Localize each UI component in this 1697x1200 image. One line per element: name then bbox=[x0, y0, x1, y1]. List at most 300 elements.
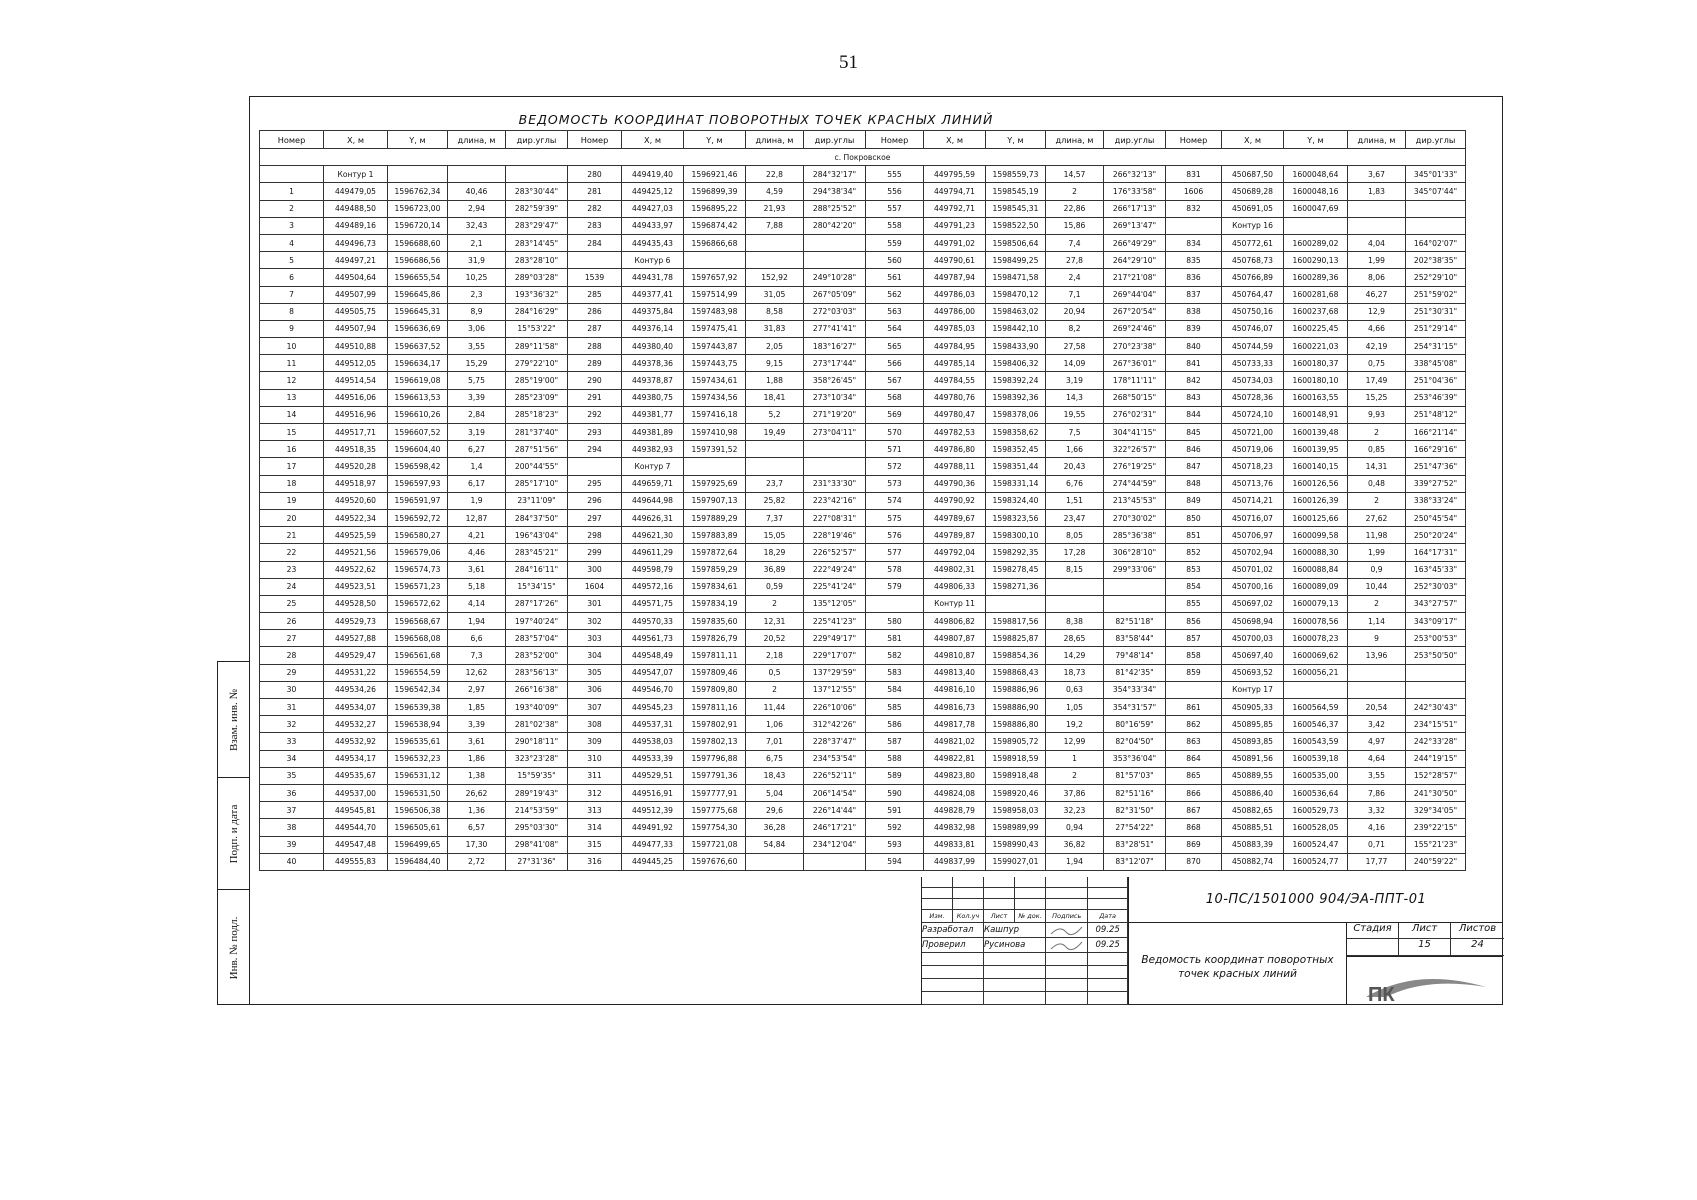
table-cell: 241°30'50" bbox=[1406, 784, 1466, 801]
table-cell: 1600048,16 bbox=[1284, 183, 1348, 200]
table-cell: 1,9 bbox=[448, 492, 506, 509]
table-cell: 1597907,13 bbox=[684, 492, 746, 509]
table-cell: 307 bbox=[568, 699, 622, 716]
table-cell: 836 bbox=[1166, 269, 1222, 286]
table-cell: 273°17'44" bbox=[804, 355, 866, 372]
table-row bbox=[260, 681, 1466, 698]
table-cell: 449795,59 bbox=[924, 166, 986, 183]
table-cell: 580 bbox=[866, 613, 924, 630]
table-cell: 1597802,91 bbox=[684, 716, 746, 733]
table-cell: 299°33'06" bbox=[1104, 561, 1166, 578]
table-body bbox=[260, 166, 1466, 871]
table-row bbox=[260, 217, 1466, 234]
table-cell: 267°36'01" bbox=[1104, 355, 1166, 372]
title-block-head: № док. bbox=[1015, 910, 1046, 923]
table-cell: 311 bbox=[568, 767, 622, 784]
checked-name: Русинова bbox=[984, 938, 1046, 953]
table-cell: 83°12'07" bbox=[1104, 853, 1166, 870]
title-block-cell bbox=[953, 888, 984, 899]
table-cell: 562 bbox=[866, 286, 924, 303]
table-cell: 450700,03 bbox=[1222, 630, 1284, 647]
table-cell: 315 bbox=[568, 836, 622, 853]
title-block-cell bbox=[1046, 953, 1088, 966]
table-cell: 284°37'50" bbox=[506, 509, 568, 526]
table-cell: 450891,56 bbox=[1222, 750, 1284, 767]
table-cell: 4,14 bbox=[448, 595, 506, 612]
table-cell: 283°30'44" bbox=[506, 183, 568, 200]
table-cell: 1596720,14 bbox=[388, 217, 448, 234]
table-cell: 323°23'28" bbox=[506, 750, 568, 767]
table-row bbox=[260, 750, 1466, 767]
table-cell: 6,75 bbox=[746, 750, 804, 767]
table-row bbox=[260, 733, 1466, 750]
table-cell bbox=[1046, 595, 1104, 612]
table-cell: 266°17'13" bbox=[1104, 200, 1166, 217]
table-cell: 449828,79 bbox=[924, 802, 986, 819]
table-cell: 449816,73 bbox=[924, 699, 986, 716]
table-cell: 449381,77 bbox=[622, 406, 684, 423]
table-cell: 450764,47 bbox=[1222, 286, 1284, 303]
table-cell: 1600524,77 bbox=[1284, 853, 1348, 870]
table-cell: 1598559,73 bbox=[986, 166, 1046, 183]
table-cell: 1596645,86 bbox=[388, 286, 448, 303]
table-cell: 858 bbox=[1166, 647, 1222, 664]
table-cell: 25 bbox=[260, 595, 324, 612]
table-cell: 163°45'33" bbox=[1406, 561, 1466, 578]
table-row bbox=[260, 303, 1466, 320]
table-cell: 6,57 bbox=[448, 819, 506, 836]
table-cell: 2 bbox=[746, 595, 804, 612]
table-cell: 1598886,80 bbox=[986, 716, 1046, 733]
table-cell: 1597514,99 bbox=[684, 286, 746, 303]
table-cell: 0,9 bbox=[1348, 561, 1406, 578]
table-cell: 449611,29 bbox=[622, 544, 684, 561]
table-cell: 1596655,54 bbox=[388, 269, 448, 286]
table-cell: 229°17'07" bbox=[804, 647, 866, 664]
table-cell: 1598545,19 bbox=[986, 183, 1046, 200]
table-cell: 8,38 bbox=[1046, 613, 1104, 630]
table-cell: 449522,62 bbox=[324, 561, 388, 578]
table-cell: 298 bbox=[568, 527, 622, 544]
table-cell: 213°45'53" bbox=[1104, 492, 1166, 509]
table-cell: 1600289,02 bbox=[1284, 234, 1348, 251]
table-cell: 17,28 bbox=[1046, 544, 1104, 561]
title-block-cell bbox=[922, 877, 953, 888]
table-cell: 856 bbox=[1166, 613, 1222, 630]
table-cell bbox=[1284, 681, 1348, 698]
table-cell: 266°16'38" bbox=[506, 681, 568, 698]
table-cell: 23 bbox=[260, 561, 324, 578]
village-row bbox=[260, 149, 1466, 166]
table-cell: 1596604,40 bbox=[388, 441, 448, 458]
table-cell: 83°28'51" bbox=[1104, 836, 1166, 853]
side-label-replacement: Взам. инв. № bbox=[227, 688, 240, 751]
table-cell: 1600225,45 bbox=[1284, 320, 1348, 337]
table-cell: 18,41 bbox=[746, 389, 804, 406]
table-cell: 1600535,00 bbox=[1284, 767, 1348, 784]
title-block-cell bbox=[984, 899, 1015, 910]
table-cell: 15°34'15" bbox=[506, 578, 568, 595]
table-cell: 1596572,62 bbox=[388, 595, 448, 612]
table-cell: 1,38 bbox=[448, 767, 506, 784]
table-cell: 1,4 bbox=[448, 458, 506, 475]
table-cell: 449794,71 bbox=[924, 183, 986, 200]
table-cell: 8,06 bbox=[1348, 269, 1406, 286]
table-cell: 865 bbox=[1166, 767, 1222, 784]
table-cell: 1600528,05 bbox=[1284, 819, 1348, 836]
table-cell: 585 bbox=[866, 699, 924, 716]
table-cell: 299 bbox=[568, 544, 622, 561]
header-cell: Y, м bbox=[388, 131, 448, 149]
table-cell: 862 bbox=[1166, 716, 1222, 733]
checked-date: 09.25 bbox=[1088, 938, 1127, 953]
table-cell bbox=[746, 441, 804, 458]
table-cell: 1,99 bbox=[1348, 252, 1406, 269]
table-cell: 449832,98 bbox=[924, 819, 986, 836]
table-cell: 284°16'29" bbox=[506, 303, 568, 320]
table-cell: 450882,65 bbox=[1222, 802, 1284, 819]
company-logo bbox=[1346, 956, 1503, 1005]
table-cell: 314 bbox=[568, 819, 622, 836]
table-cell: 1596645,31 bbox=[388, 303, 448, 320]
table-cell: 2 bbox=[1348, 595, 1406, 612]
table-cell: 1598506,64 bbox=[986, 234, 1046, 251]
table-cell: 563 bbox=[866, 303, 924, 320]
table-cell: 867 bbox=[1166, 802, 1222, 819]
table-cell: 1600047,69 bbox=[1284, 200, 1348, 217]
side-cell-signature bbox=[218, 778, 249, 890]
table-cell: 870 bbox=[1166, 853, 1222, 870]
table-cell bbox=[684, 458, 746, 475]
table-cell: 1596505,61 bbox=[388, 819, 448, 836]
table-cell: 1596542,34 bbox=[388, 681, 448, 698]
table-cell: 40 bbox=[260, 853, 324, 870]
table-cell: 283°29'47" bbox=[506, 217, 568, 234]
table-cell: 450691,05 bbox=[1222, 200, 1284, 217]
table-cell: 1598990,43 bbox=[986, 836, 1046, 853]
table-cell: 449545,23 bbox=[622, 699, 684, 716]
table-cell: 568 bbox=[866, 389, 924, 406]
table-cell: 338°45'08" bbox=[1406, 355, 1466, 372]
table-cell: 449533,39 bbox=[622, 750, 684, 767]
table-cell: 229°49'17" bbox=[804, 630, 866, 647]
table-row bbox=[260, 286, 1466, 303]
table-cell: 3,55 bbox=[1348, 767, 1406, 784]
table-cell: 251°47'36" bbox=[1406, 458, 1466, 475]
table-cell: 222°49'24" bbox=[804, 561, 866, 578]
table-cell: 289°11'58" bbox=[506, 338, 568, 355]
table-cell: 294°38'34" bbox=[804, 183, 866, 200]
table-cell: 227°08'31" bbox=[804, 509, 866, 526]
table-cell: 449806,82 bbox=[924, 613, 986, 630]
table-cell: 31,05 bbox=[746, 286, 804, 303]
table-cell: 449525,59 bbox=[324, 527, 388, 544]
table-cell: 1597443,87 bbox=[684, 338, 746, 355]
table-cell: 8,9 bbox=[448, 303, 506, 320]
table-row bbox=[260, 836, 1466, 853]
table-cell: 4,46 bbox=[448, 544, 506, 561]
table-cell: 449791,23 bbox=[924, 217, 986, 234]
table-cell: 27 bbox=[260, 630, 324, 647]
table-cell: 1596636,69 bbox=[388, 320, 448, 337]
page-number: 51 bbox=[839, 52, 858, 73]
table-cell: 450693,52 bbox=[1222, 664, 1284, 681]
table-cell: 3,55 bbox=[448, 338, 506, 355]
table-cell: 276°02'31" bbox=[1104, 406, 1166, 423]
table-cell: 449792,04 bbox=[924, 544, 986, 561]
table-cell: 583 bbox=[866, 664, 924, 681]
table-cell: 2,05 bbox=[746, 338, 804, 355]
table-cell: 1539 bbox=[568, 269, 622, 286]
table-cell: 12,87 bbox=[448, 509, 506, 526]
table-cell: 1596568,67 bbox=[388, 613, 448, 630]
table-cell: 449516,91 bbox=[622, 784, 684, 801]
table-cell: 834 bbox=[1166, 234, 1222, 251]
table-cell: 1596539,38 bbox=[388, 699, 448, 716]
table-cell: Контур 16 bbox=[1222, 217, 1284, 234]
table-cell: 1598352,45 bbox=[986, 441, 1046, 458]
table-cell: 581 bbox=[866, 630, 924, 647]
table-cell: 560 bbox=[866, 252, 924, 269]
table-cell: 450706,97 bbox=[1222, 527, 1284, 544]
table-cell: 574 bbox=[866, 492, 924, 509]
table-cell: 1598545,31 bbox=[986, 200, 1046, 217]
table-cell: 164°02'07" bbox=[1406, 234, 1466, 251]
table-cell: 840 bbox=[1166, 338, 1222, 355]
table-cell: 1596921,46 bbox=[684, 166, 746, 183]
table-row bbox=[260, 509, 1466, 526]
table-cell: 18 bbox=[260, 475, 324, 492]
table-cell: 1597811,11 bbox=[684, 647, 746, 664]
table-cell: 3,42 bbox=[1348, 716, 1406, 733]
table-cell: 309 bbox=[568, 733, 622, 750]
title-block-cell bbox=[984, 979, 1046, 992]
table-cell: 1597859,29 bbox=[684, 561, 746, 578]
table-cell: 3,32 bbox=[1348, 802, 1406, 819]
table-cell: 450734,03 bbox=[1222, 372, 1284, 389]
table-cell: 449517,71 bbox=[324, 424, 388, 441]
table-cell: 231°33'30" bbox=[804, 475, 866, 492]
table-cell: 449531,22 bbox=[324, 664, 388, 681]
table-cell: 2,94 bbox=[448, 200, 506, 217]
table-cell: 1598989,99 bbox=[986, 819, 1046, 836]
table-cell: 450700,16 bbox=[1222, 578, 1284, 595]
table-cell: 30 bbox=[260, 681, 324, 698]
table-cell: 3,19 bbox=[448, 424, 506, 441]
table-cell: 301 bbox=[568, 595, 622, 612]
table-cell: 1598358,62 bbox=[986, 424, 1046, 441]
table-cell: 1600099,58 bbox=[1284, 527, 1348, 544]
table-cell: 22,8 bbox=[746, 166, 804, 183]
table-cell: 449510,88 bbox=[324, 338, 388, 355]
title-block-head: Дата bbox=[1088, 910, 1127, 923]
table-cell: 269°44'04" bbox=[1104, 286, 1166, 303]
table-cell: 449496,73 bbox=[324, 234, 388, 251]
table-cell: 2 bbox=[1046, 183, 1104, 200]
table-cell: 1597777,91 bbox=[684, 784, 746, 801]
table-cell: 449538,03 bbox=[622, 733, 684, 750]
table-cell: 6,27 bbox=[448, 441, 506, 458]
table-cell: 1596899,39 bbox=[684, 183, 746, 200]
table-cell: 1596499,65 bbox=[388, 836, 448, 853]
table-cell: 1598271,36 bbox=[986, 578, 1046, 595]
table-cell: 449529,51 bbox=[622, 767, 684, 784]
table-cell: 83°58'44" bbox=[1104, 630, 1166, 647]
table-cell: 450689,28 bbox=[1222, 183, 1284, 200]
table-cell: 6 bbox=[260, 269, 324, 286]
table-row bbox=[260, 802, 1466, 819]
table-cell: 1600125,66 bbox=[1284, 509, 1348, 526]
table-cell: 1596613,53 bbox=[388, 389, 448, 406]
table-cell: 450882,74 bbox=[1222, 853, 1284, 870]
table-cell: 1600078,23 bbox=[1284, 630, 1348, 647]
table-cell bbox=[1406, 217, 1466, 234]
table-cell: 1596688,60 bbox=[388, 234, 448, 251]
sheet-label: Лист bbox=[1399, 923, 1451, 939]
table-cell: 7,5 bbox=[1046, 424, 1104, 441]
title-block-cell bbox=[1046, 888, 1088, 899]
table-cell: 449786,80 bbox=[924, 441, 986, 458]
table-cell: 566 bbox=[866, 355, 924, 372]
developed-label: Разработал bbox=[922, 923, 984, 938]
table-cell: 339°27'52" bbox=[1406, 475, 1466, 492]
table-cell: 38 bbox=[260, 819, 324, 836]
table-cell: 32 bbox=[260, 716, 324, 733]
table-cell: 450768,73 bbox=[1222, 252, 1284, 269]
table-cell: 1598522,50 bbox=[986, 217, 1046, 234]
title-block-cell bbox=[922, 966, 984, 979]
table-cell: 844 bbox=[1166, 406, 1222, 423]
table-cell: 449378,36 bbox=[622, 355, 684, 372]
table-cell: 586 bbox=[866, 716, 924, 733]
table-cell: 7,4 bbox=[1046, 234, 1104, 251]
table-cell: 15 bbox=[260, 424, 324, 441]
table-row bbox=[260, 613, 1466, 630]
table-cell: 449425,12 bbox=[622, 183, 684, 200]
table-cell: 268°50'15" bbox=[1104, 389, 1166, 406]
table-cell bbox=[804, 458, 866, 475]
table-cell: 8,15 bbox=[1046, 561, 1104, 578]
table-cell: 283°28'10" bbox=[506, 252, 568, 269]
table-cell bbox=[986, 595, 1046, 612]
table-cell: 1,83 bbox=[1348, 183, 1406, 200]
table-cell: 294 bbox=[568, 441, 622, 458]
table-cell: 35 bbox=[260, 767, 324, 784]
table-cell: 1598958,03 bbox=[986, 802, 1046, 819]
table-cell: 450719,06 bbox=[1222, 441, 1284, 458]
table-cell: 22 bbox=[260, 544, 324, 561]
table-cell: 1598918,48 bbox=[986, 767, 1046, 784]
table-cell: 449813,40 bbox=[924, 664, 986, 681]
table-cell: 843 bbox=[1166, 389, 1222, 406]
table-cell: 251°04'36" bbox=[1406, 372, 1466, 389]
table-cell: 449644,98 bbox=[622, 492, 684, 509]
table-cell: 449512,05 bbox=[324, 355, 388, 372]
table-cell: 14 bbox=[260, 406, 324, 423]
table-cell: 450895,85 bbox=[1222, 716, 1284, 733]
table-cell: 1 bbox=[260, 183, 324, 200]
table-row bbox=[260, 475, 1466, 492]
table-cell: 852 bbox=[1166, 544, 1222, 561]
table-cell: 281°02'38" bbox=[506, 716, 568, 733]
table-cell: 450716,07 bbox=[1222, 509, 1284, 526]
table-cell: 561 bbox=[866, 269, 924, 286]
table-row bbox=[260, 595, 1466, 612]
table-cell: 19,49 bbox=[746, 424, 804, 441]
table-cell: 449817,78 bbox=[924, 716, 986, 733]
table-cell: Контур 1 bbox=[324, 166, 388, 183]
table-cell: 25,82 bbox=[746, 492, 804, 509]
table-cell: 832 bbox=[1166, 200, 1222, 217]
table-cell: 279°22'10" bbox=[506, 355, 568, 372]
table-cell: 36 bbox=[260, 784, 324, 801]
header-cell: длина, м bbox=[746, 131, 804, 149]
table-cell: 15°59'35" bbox=[506, 767, 568, 784]
table-cell: 5,75 bbox=[448, 372, 506, 389]
table-cell: 225°41'23" bbox=[804, 613, 866, 630]
table-cell: 449527,88 bbox=[324, 630, 388, 647]
table-cell: 269°13'47" bbox=[1104, 217, 1166, 234]
table-cell: 449780,76 bbox=[924, 389, 986, 406]
table-cell: 23°11'09" bbox=[506, 492, 568, 509]
table-cell: 449382,93 bbox=[622, 441, 684, 458]
table-cell: 80°16'59" bbox=[1104, 716, 1166, 733]
title-block-cell bbox=[1046, 966, 1088, 979]
table-cell: 287°51'56" bbox=[506, 441, 568, 458]
table-cell: 3,61 bbox=[448, 561, 506, 578]
table-cell: 266°49'29" bbox=[1104, 234, 1166, 251]
table-cell: 449784,55 bbox=[924, 372, 986, 389]
table-cell: 1600126,56 bbox=[1284, 475, 1348, 492]
table-cell: 4,04 bbox=[1348, 234, 1406, 251]
table-row bbox=[260, 767, 1466, 784]
table-cell: 570 bbox=[866, 424, 924, 441]
table-cell: 290 bbox=[568, 372, 622, 389]
table-cell: 54,84 bbox=[746, 836, 804, 853]
table-cell: 217°21'08" bbox=[1104, 269, 1166, 286]
table-cell: 15,05 bbox=[746, 527, 804, 544]
table-cell: 449786,03 bbox=[924, 286, 986, 303]
table-cell: 1,94 bbox=[1046, 853, 1104, 870]
table-cell: 1598918,59 bbox=[986, 750, 1046, 767]
header-cell: Номер bbox=[568, 131, 622, 149]
table-cell: 0,48 bbox=[1348, 475, 1406, 492]
table-cell: 14,09 bbox=[1046, 355, 1104, 372]
table-cell: 1598817,56 bbox=[986, 613, 1046, 630]
table-cell: 449520,28 bbox=[324, 458, 388, 475]
signature-icon bbox=[1048, 923, 1088, 937]
header-cell: X, м bbox=[924, 131, 986, 149]
table-cell: 234°15'51" bbox=[1406, 716, 1466, 733]
table-cell bbox=[1104, 578, 1166, 595]
table-cell: 449433,97 bbox=[622, 217, 684, 234]
table-cell: 1600221,03 bbox=[1284, 338, 1348, 355]
table-cell: 82°04'50" bbox=[1104, 733, 1166, 750]
table-cell: 593 bbox=[866, 836, 924, 853]
table-cell: 13,96 bbox=[1348, 647, 1406, 664]
table-cell: 36,28 bbox=[746, 819, 804, 836]
table-cell: 1597443,75 bbox=[684, 355, 746, 372]
table-cell: 8,58 bbox=[746, 303, 804, 320]
title-block-head: Лист bbox=[984, 910, 1015, 923]
table-cell bbox=[260, 166, 324, 183]
table-cell: 559 bbox=[866, 234, 924, 251]
table-cell: 37,86 bbox=[1046, 784, 1104, 801]
table-cell: 272°03'03" bbox=[804, 303, 866, 320]
table-cell: 306°28'10" bbox=[1104, 544, 1166, 561]
table-cell: 1596535,61 bbox=[388, 733, 448, 750]
table-cell: 449514,54 bbox=[324, 372, 388, 389]
